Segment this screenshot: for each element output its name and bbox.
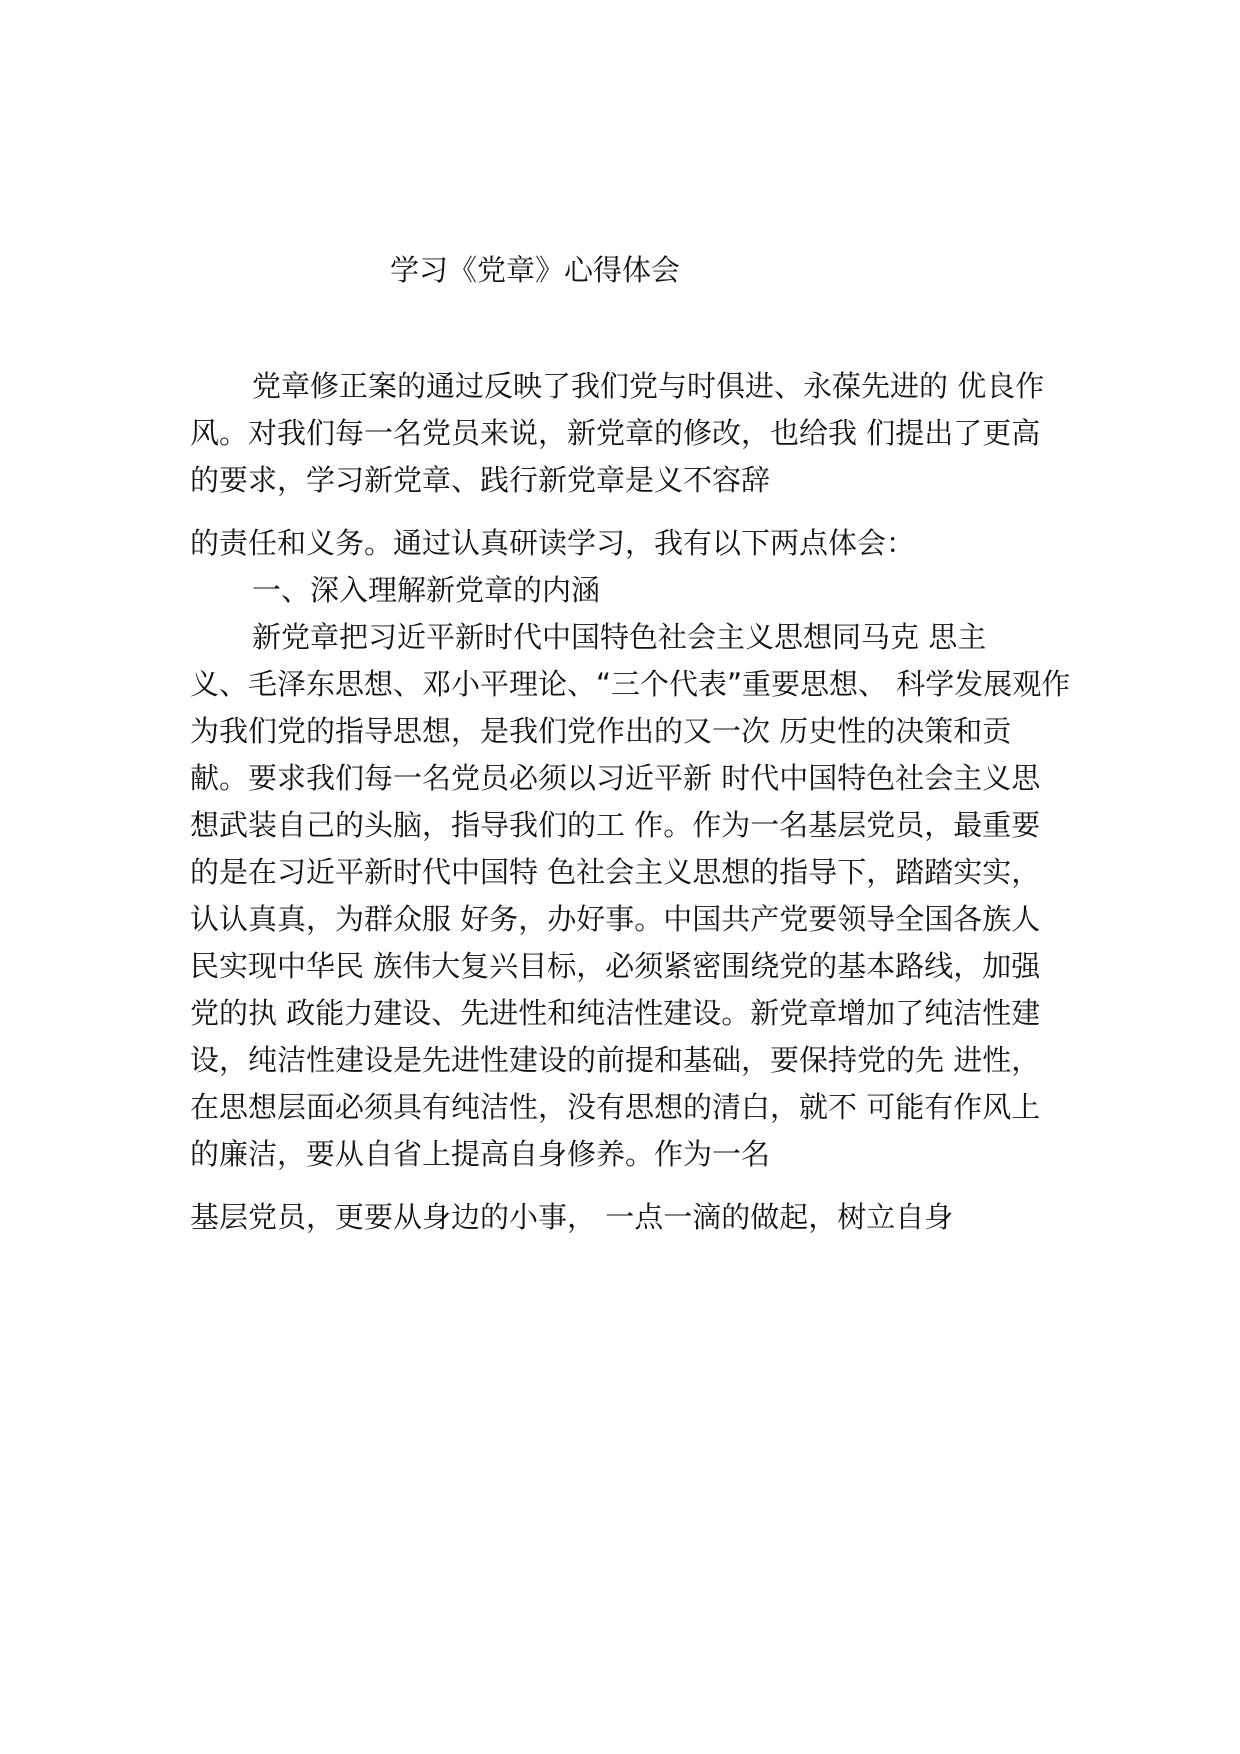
section-heading: 一、深入理解新党章的内涵: [252, 573, 601, 607]
paragraph-line: 的廉洁，要从自省上提高自身修养。作为一名: [190, 1137, 771, 1171]
paragraph-line: 的是在习近平新时代中国特 色社会主义思想的指导下，踏踏实实，: [190, 855, 1041, 889]
paragraph-line: 认认真真，为群众服 好务，办好事。中国共产党要领导全国各族人: [190, 902, 1041, 936]
paragraph-line: 风。对我们每一名党员来说，新党章的修改，也给我 们提出了更高: [190, 416, 1041, 450]
paragraph-line: 想武装自己的头脑，指导我们的工 作。作为一名基层党员，最重要: [190, 808, 1041, 842]
paragraph-line: 在思想层面必须具有纯洁性，没有思想的清白，就不 可能有作风上: [190, 1090, 1041, 1124]
paragraph-line: 献。要求我们每一名党员必须以习近平新 时代中国特色社会主义思: [190, 761, 1041, 795]
paragraph-line: 党的执 政能力建设、先进性和纯洁性建设。新党章增加了纯洁性建: [190, 996, 1041, 1030]
paragraph-line: 义、毛泽东思想、邓小平理论、“三个代表”重要思想、 科学发展观作: [190, 667, 1071, 701]
paragraph-line: 党章修正案的通过反映了我们党与时俱进、永葆先进的 优良作: [252, 369, 1045, 403]
paragraph-line: 的要求，学习新党章、践行新党章是义不容辞: [190, 463, 771, 497]
paragraph-line: 设，纯洁性建设是先进性建设的前提和基础，要保持党的先 进性，: [190, 1043, 1041, 1077]
paragraph-line: 新党章把习近平新时代中国特色社会主义思想同马克 思主: [252, 620, 987, 654]
document-title: 学习《党章》心得体会: [390, 253, 681, 287]
paragraph-line: 民实现中华民 族伟大复兴目标，必须紧密围绕党的基本路线，加强: [190, 949, 1041, 983]
paragraph-line: 为我们党的指导思想，是我们党作出的又一次 历史性的决策和贡: [190, 714, 1012, 748]
paragraph-line: 基层党员，更要从身边的小事， 一点一滴的做起，树立自身: [190, 1200, 954, 1234]
paragraph-line: 的责任和义务。通过认真研读学习，我有以下两点体会：: [190, 526, 916, 560]
